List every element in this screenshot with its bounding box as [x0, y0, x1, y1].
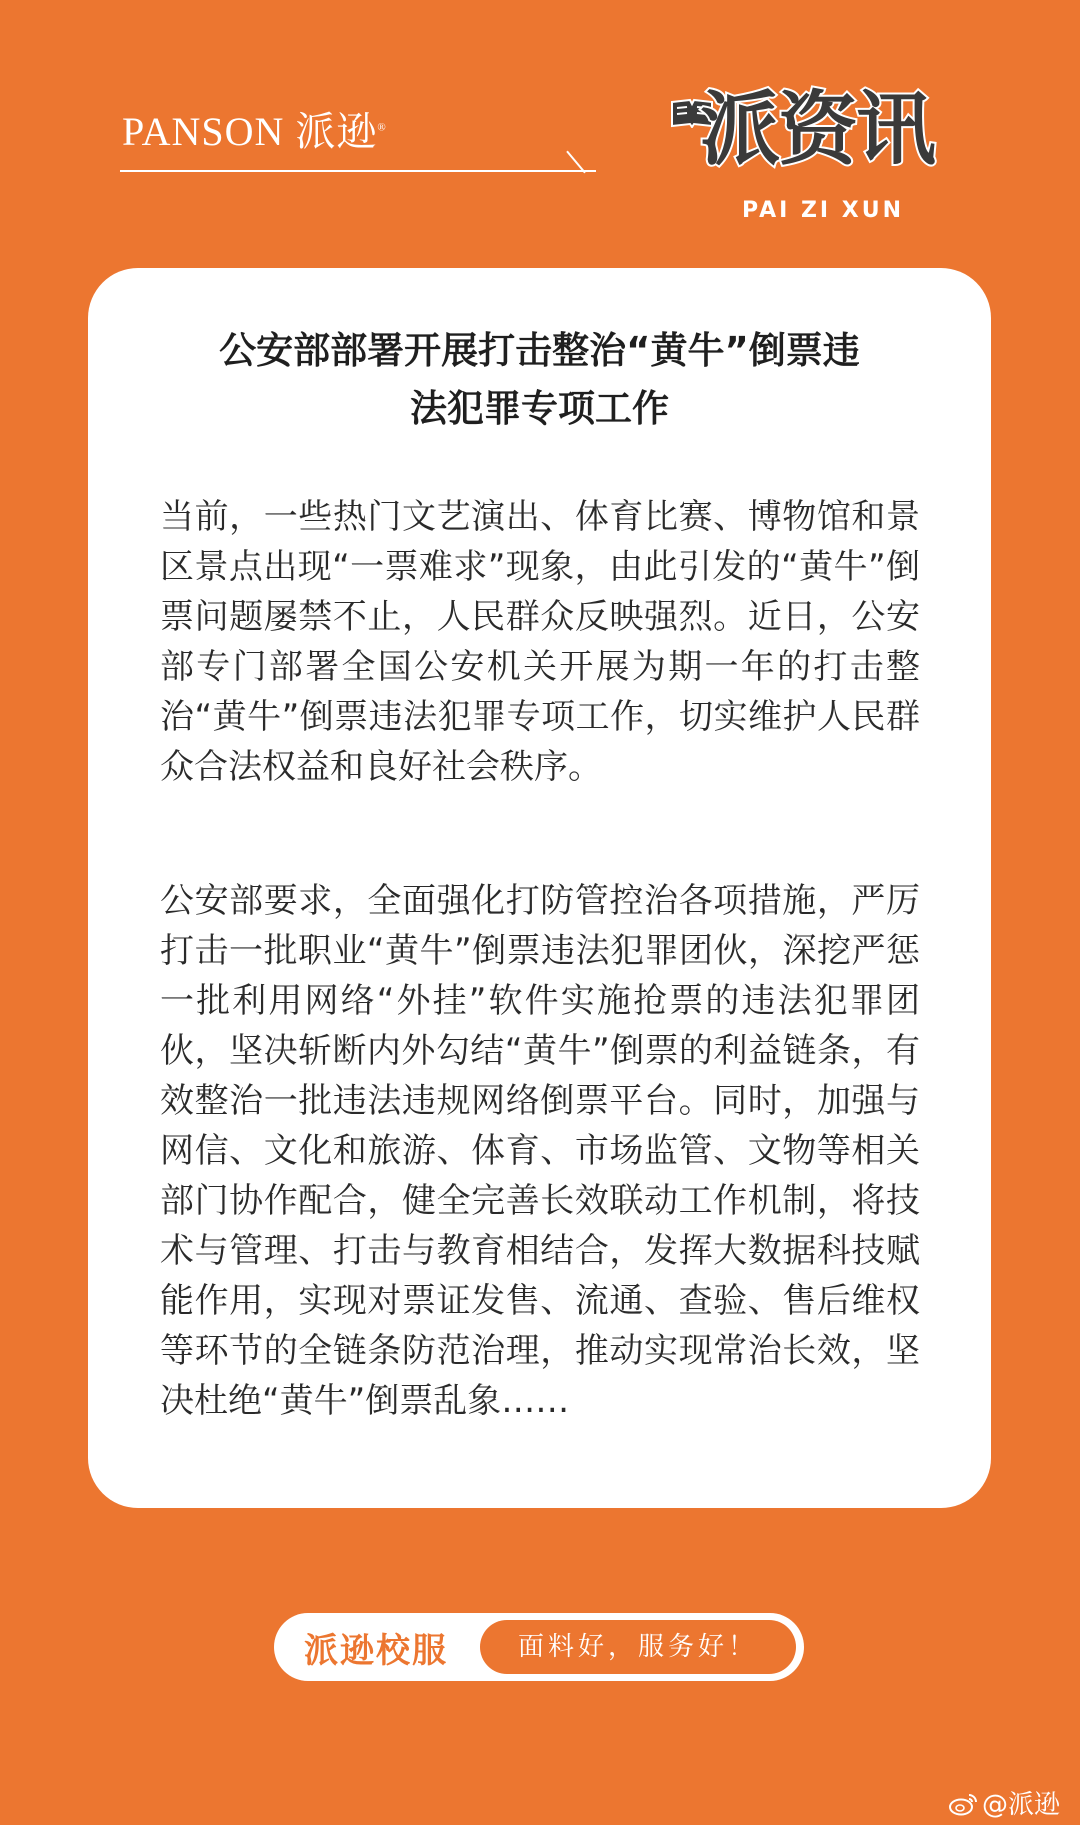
watermark-text: @派逊 [981, 1790, 1060, 1820]
brand-slogan-pill [274, 1613, 804, 1681]
pill-brand-label: 派逊校服 [304, 1631, 448, 1671]
article-paragraph-1: 当前，一些热门文艺演出、体育比赛、博物馆和景区景点出现“一票难求”现象，由此引发的“黄牛”倒票问题屡禁不止，人民群众反映强烈。近日，公安部专门部署全国公安机关开展为期一年的打击整治“黄牛”倒票违法犯罪专项工作，切实维护人民群众合法权益和良好社会秩序。 [160, 497, 920, 787]
pill-slogan: 面料好，服务好！ [480, 1620, 796, 1674]
weibo-icon [948, 1792, 978, 1816]
weibo-watermark [948, 1784, 1060, 1821]
brand-underline [120, 170, 596, 172]
logo-main-text: 派资讯 [700, 83, 934, 176]
brand-logo-text: PANSON 派逊® [122, 109, 387, 154]
article-title: 公安部部署开展打击整治“黄牛”倒票违 法犯罪专项工作 [219, 329, 860, 430]
pai-zi-xun-logo [670, 83, 970, 230]
article-paragraph-2: 公安部要求，全面强化打防管控治各项措施，严厉打击一批职业“黄牛”倒票违法犯罪团伙，深挖严惩一批利用网络“外挂”软件实施抢票的违法犯罪团伙，坚决斩断内外勾结“黄牛”倒票的利益链条，有效整治一批违法违规网络倒票平台。同时，加强与网信、文化和旅游、体育、市场监管、文物等相关部门协作配合，健全完善长效联动工作机制，将技术与管理、打击与教育相结合，发挥大数据科技赋能作用，实现对票证发售、流通、查验、售后维权等环节的全链条防范治理，推动实现常治长效，坚决杜绝“黄牛”倒票乱象…… [160, 881, 920, 1421]
article-card [88, 268, 991, 1508]
registered-mark: ® [377, 121, 387, 134]
logo-sub-text: PAI ZI XUN [742, 198, 905, 223]
